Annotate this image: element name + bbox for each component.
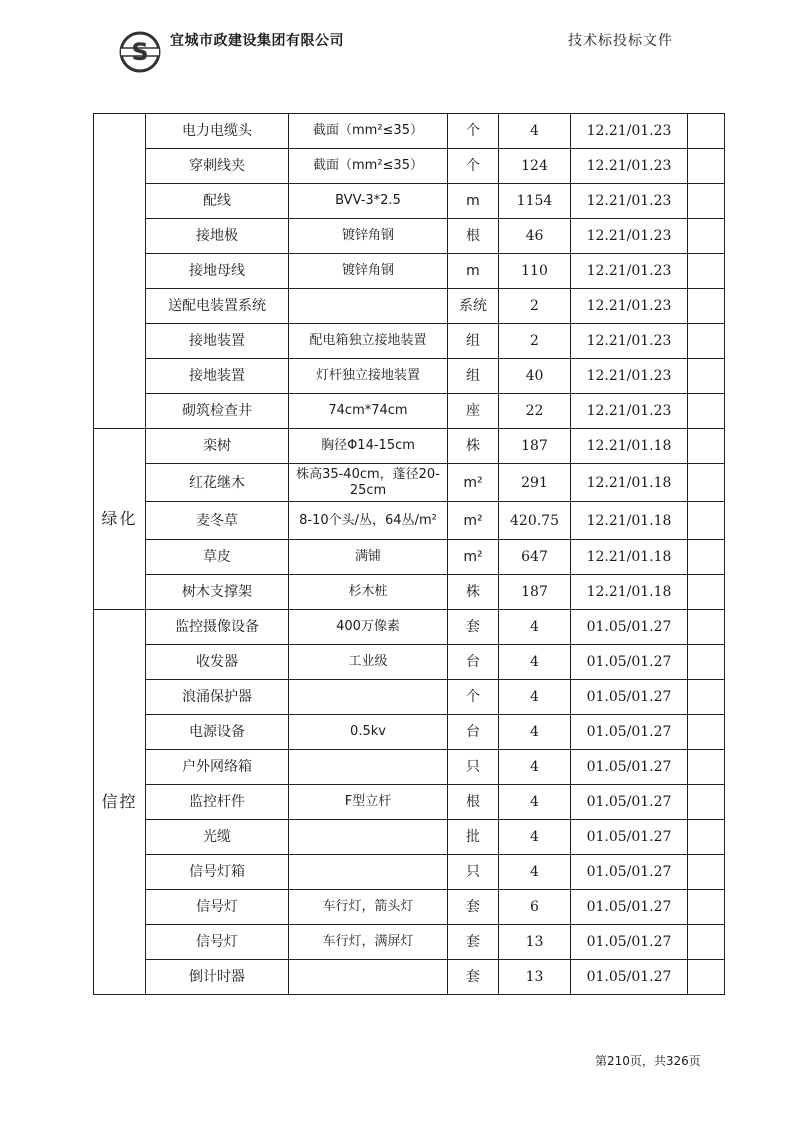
quantity-cell: 13 (499, 925, 571, 960)
note-cell (688, 715, 725, 750)
note-cell (688, 429, 725, 464)
spec-cell: 灯杆独立接地装置 (289, 359, 448, 394)
unit-cell: m² (448, 502, 499, 540)
quantity-cell: 4 (499, 820, 571, 855)
table-row (94, 960, 725, 995)
item-name-cell: 接地极 (146, 219, 289, 254)
date-cell: 12.21/01.23 (571, 184, 688, 219)
quantity-cell: 4 (499, 750, 571, 785)
item-name-cell: 接地母线 (146, 254, 289, 289)
unit-cell: 株 (448, 575, 499, 610)
table-row (94, 855, 725, 890)
note-cell (688, 254, 725, 289)
table-row (94, 502, 725, 540)
table-row (94, 575, 725, 610)
date-cell: 12.21/01.23 (571, 254, 688, 289)
category-cell: 信控 (94, 610, 146, 995)
spec-cell: 胸径Φ14-15cm (289, 429, 448, 464)
date-cell: 12.21/01.23 (571, 359, 688, 394)
note-cell (688, 750, 725, 785)
date-cell: 01.05/01.27 (571, 855, 688, 890)
item-name-cell: 接地装置 (146, 324, 289, 359)
table-row (94, 680, 725, 715)
spec-cell: 株高35-40cm，蓬径20-25cm (289, 464, 448, 502)
table-row (94, 645, 725, 680)
spec-cell: 截面（mm²≤35） (289, 149, 448, 184)
quantity-cell: 22 (499, 394, 571, 429)
unit-cell: 套 (448, 890, 499, 925)
unit-cell: 批 (448, 820, 499, 855)
spec-cell: 满铺 (289, 540, 448, 575)
date-cell: 01.05/01.27 (571, 750, 688, 785)
note-cell (688, 219, 725, 254)
quantity-cell: 4 (499, 680, 571, 715)
spec-cell: 车行灯，箭头灯 (289, 890, 448, 925)
unit-cell: 个 (448, 114, 499, 149)
date-cell: 12.21/01.18 (571, 575, 688, 610)
quantity-cell: 13 (499, 960, 571, 995)
item-name-cell: 信号灯箱 (146, 855, 289, 890)
note-cell (688, 785, 725, 820)
quantity-cell: 4 (499, 114, 571, 149)
spec-cell: 杉木桩 (289, 575, 448, 610)
note-cell (688, 464, 725, 502)
unit-cell: 个 (448, 680, 499, 715)
unit-cell: 根 (448, 785, 499, 820)
note-cell (688, 855, 725, 890)
date-cell: 12.21/01.23 (571, 149, 688, 184)
quantity-cell: 46 (499, 219, 571, 254)
quantity-cell: 2 (499, 324, 571, 359)
page-header (0, 0, 793, 80)
table-row (94, 610, 725, 645)
quantity-cell: 4 (499, 715, 571, 750)
item-name-cell: 户外网络箱 (146, 750, 289, 785)
item-name-cell: 送配电装置系统 (146, 289, 289, 324)
unit-cell: 个 (448, 149, 499, 184)
document-type: 技术标投标文件 (568, 33, 673, 49)
item-name-cell: 光缆 (146, 820, 289, 855)
table-row (94, 184, 725, 219)
note-cell (688, 610, 725, 645)
table-row (94, 429, 725, 464)
item-name-cell: 草皮 (146, 540, 289, 575)
spec-cell (289, 289, 448, 324)
note-cell (688, 114, 725, 149)
date-cell: 01.05/01.27 (571, 610, 688, 645)
item-name-cell: 监控摄像设备 (146, 610, 289, 645)
table-row (94, 540, 725, 575)
spec-cell: F型立杆 (289, 785, 448, 820)
svg-text:S: S (131, 38, 149, 66)
note-cell (688, 359, 725, 394)
spec-cell: BVV-3*2.5 (289, 184, 448, 219)
note-cell (688, 394, 725, 429)
unit-cell: m² (448, 540, 499, 575)
date-cell: 01.05/01.27 (571, 645, 688, 680)
item-name-cell: 信号灯 (146, 925, 289, 960)
quantity-cell: 420.75 (499, 502, 571, 540)
spec-cell (289, 680, 448, 715)
spec-cell: 截面（mm²≤35） (289, 114, 448, 149)
item-name-cell: 砌筑检查井 (146, 394, 289, 429)
table-row (94, 289, 725, 324)
note-cell (688, 960, 725, 995)
unit-cell: m (448, 184, 499, 219)
unit-cell: 套 (448, 960, 499, 995)
table-row (94, 464, 725, 502)
quantity-cell: 1154 (499, 184, 571, 219)
date-cell: 12.21/01.23 (571, 394, 688, 429)
category-cell: 绿化 (94, 429, 146, 610)
unit-cell: 系统 (448, 289, 499, 324)
spec-cell: 车行灯，满屏灯 (289, 925, 448, 960)
unit-cell: 只 (448, 750, 499, 785)
spec-cell: 镀锌角钢 (289, 219, 448, 254)
unit-cell: 只 (448, 855, 499, 890)
quantity-cell: 187 (499, 429, 571, 464)
quantity-cell: 187 (499, 575, 571, 610)
unit-cell: m (448, 254, 499, 289)
spec-cell: 400万像素 (289, 610, 448, 645)
table-row (94, 359, 725, 394)
materials-schedule-table (93, 113, 725, 995)
unit-cell: 座 (448, 394, 499, 429)
item-name-cell: 电力电缆头 (146, 114, 289, 149)
note-cell (688, 890, 725, 925)
date-cell: 12.21/01.23 (571, 219, 688, 254)
unit-cell: 组 (448, 324, 499, 359)
spec-cell: 工业级 (289, 645, 448, 680)
spec-cell: 0.5kv (289, 715, 448, 750)
unit-cell: 组 (448, 359, 499, 394)
note-cell (688, 184, 725, 219)
spec-cell (289, 960, 448, 995)
item-name-cell: 树木支撑架 (146, 575, 289, 610)
item-name-cell: 穿刺线夹 (146, 149, 289, 184)
table-row (94, 925, 725, 960)
quantity-cell: 4 (499, 610, 571, 645)
item-name-cell: 监控杆件 (146, 785, 289, 820)
item-name-cell: 信号灯 (146, 890, 289, 925)
quantity-cell: 291 (499, 464, 571, 502)
unit-cell: 台 (448, 645, 499, 680)
date-cell: 12.21/01.18 (571, 540, 688, 575)
table-row (94, 149, 725, 184)
note-cell (688, 289, 725, 324)
unit-cell: 株 (448, 429, 499, 464)
item-name-cell: 浪涌保护器 (146, 680, 289, 715)
date-cell: 12.21/01.23 (571, 324, 688, 359)
item-name-cell: 配线 (146, 184, 289, 219)
date-cell: 01.05/01.27 (571, 820, 688, 855)
spec-cell: 74cm*74cm (289, 394, 448, 429)
date-cell: 01.05/01.27 (571, 925, 688, 960)
table-row (94, 820, 725, 855)
table-row (94, 324, 725, 359)
quantity-cell: 4 (499, 645, 571, 680)
table-row (94, 715, 725, 750)
spec-cell: 镀锌角钢 (289, 254, 448, 289)
note-cell (688, 680, 725, 715)
item-name-cell: 接地装置 (146, 359, 289, 394)
quantity-cell: 40 (499, 359, 571, 394)
unit-cell: 套 (448, 610, 499, 645)
unit-cell: 台 (448, 715, 499, 750)
table-row (94, 750, 725, 785)
note-cell (688, 324, 725, 359)
company-logo-icon (118, 30, 162, 74)
note-cell (688, 645, 725, 680)
date-cell: 12.21/01.18 (571, 502, 688, 540)
date-cell: 01.05/01.27 (571, 785, 688, 820)
spec-cell (289, 750, 448, 785)
unit-cell: 根 (448, 219, 499, 254)
item-name-cell: 麦冬草 (146, 502, 289, 540)
date-cell: 01.05/01.27 (571, 890, 688, 925)
table-row (94, 890, 725, 925)
item-name-cell: 倒计时器 (146, 960, 289, 995)
spec-cell (289, 855, 448, 890)
note-cell (688, 575, 725, 610)
date-cell: 01.05/01.27 (571, 715, 688, 750)
date-cell: 12.21/01.18 (571, 464, 688, 502)
note-cell (688, 540, 725, 575)
table-row (94, 254, 725, 289)
quantity-cell: 647 (499, 540, 571, 575)
note-cell (688, 925, 725, 960)
note-cell (688, 149, 725, 184)
quantity-cell: 4 (499, 855, 571, 890)
quantity-cell: 6 (499, 890, 571, 925)
date-cell: 12.21/01.23 (571, 114, 688, 149)
quantity-cell: 110 (499, 254, 571, 289)
quantity-cell: 124 (499, 149, 571, 184)
date-cell: 01.05/01.27 (571, 960, 688, 995)
spec-cell: 配电箱独立接地装置 (289, 324, 448, 359)
item-name-cell: 红花继木 (146, 464, 289, 502)
spec-cell: 8-10个头/丛，64丛/m² (289, 502, 448, 540)
date-cell: 12.21/01.18 (571, 429, 688, 464)
note-cell (688, 502, 725, 540)
date-cell: 01.05/01.27 (571, 680, 688, 715)
quantity-cell: 4 (499, 785, 571, 820)
item-name-cell: 栾树 (146, 429, 289, 464)
table-row (94, 114, 725, 149)
table-row (94, 219, 725, 254)
quantity-cell: 2 (499, 289, 571, 324)
table-row (94, 394, 725, 429)
note-cell (688, 820, 725, 855)
category-cell (94, 114, 146, 429)
date-cell: 12.21/01.23 (571, 289, 688, 324)
item-name-cell: 收发器 (146, 645, 289, 680)
spec-cell (289, 820, 448, 855)
page-number: 第210页，共326页 (595, 1054, 701, 1068)
company-name: 宜城市政建设集团有限公司 (170, 33, 344, 49)
table-row (94, 785, 725, 820)
item-name-cell: 电源设备 (146, 715, 289, 750)
unit-cell: m² (448, 464, 499, 502)
unit-cell: 套 (448, 925, 499, 960)
